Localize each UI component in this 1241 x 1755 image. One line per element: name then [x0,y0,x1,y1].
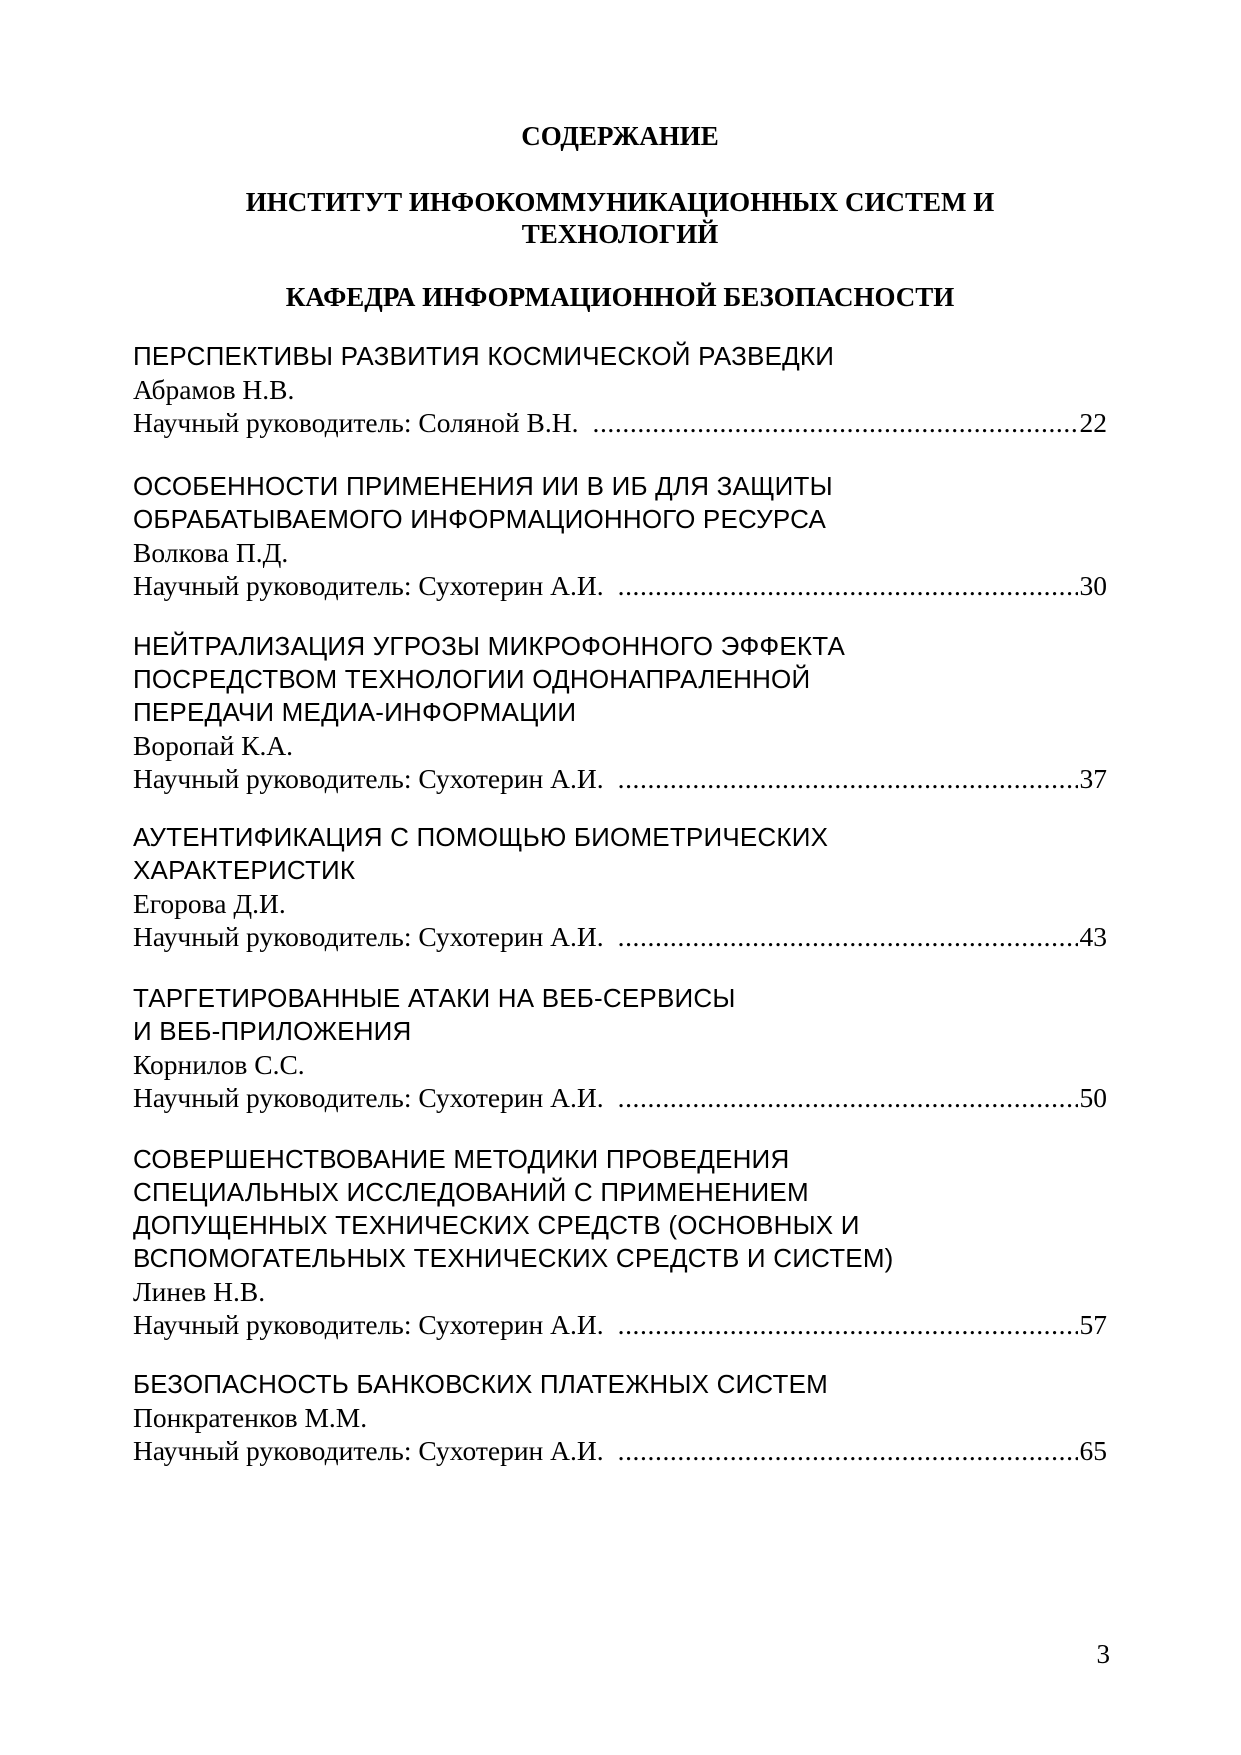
entry-title-line: ПЕРЕДАЧИ МЕДИА-ИНФОРМАЦИИ [133,697,577,727]
entry-author: Линев Н.В. [133,1276,266,1307]
toc-entry[interactable] [133,1143,1107,1341]
entry-page-number[interactable]: 43 [1079,921,1107,952]
entry-title-line: ТАРГЕТИРОВАННЫЕ АТАКИ НА ВЕБ-СЕРВИСЫ [133,983,736,1013]
entry-title-line: ВСПОМОГАТЕЛЬНЫХ ТЕХНИЧЕСКИХ СРЕДСТВ И СИСТЕМ) [133,1243,894,1273]
entry-title-line: БЕЗОПАСНОСТЬ БАНКОВСКИХ ПЛАТЕЖНЫХ СИСТЕМ [133,1369,829,1399]
entry-title-line: СПЕЦИАЛЬНЫХ ИССЛЕДОВАНИЙ С ПРИМЕНЕНИЕМ [133,1177,809,1207]
entry-title-line: ДОПУЩЕННЫХ ТЕХНИЧЕСКИХ СРЕДСТВ (ОСНОВНЫХ И [133,1210,860,1240]
entry-page-number[interactable]: 30 [1079,570,1107,601]
entry-supervisor: Научный руководитель: Сухотерин А.И. [133,1435,604,1466]
entry-page-number[interactable]: 50 [1079,1082,1107,1113]
entry-supervisor-line [133,762,1107,795]
dot-leader [618,1081,1078,1114]
entry-title-line: ХАРАКТЕРИСТИК [133,855,356,885]
entry-page-number[interactable]: 57 [1079,1309,1107,1340]
toc-entry[interactable] [133,1368,1107,1467]
toc-entry[interactable] [133,821,1107,953]
toc-entry[interactable] [133,340,1107,439]
entry-title-line: ОБРАБАТЫВАЕМОГО ИНФОРМАЦИОННОГО РЕСУРСА [133,504,827,534]
dot-leader [618,569,1078,602]
entry-author: Волкова П.Д. [133,537,289,568]
department-title [160,281,1080,313]
entry-author: Егорова Д.И. [133,888,286,919]
entry-author: Корнилов С.С. [133,1049,305,1080]
entry-page-number[interactable]: 22 [1079,407,1107,438]
entry-title-line: И ВЕБ-ПРИЛОЖЕНИЯ [133,1016,412,1046]
entry-author: Абрамов Н.В. [133,374,295,405]
dot-leader [618,762,1078,795]
entry-title-line: СОВЕРШЕНСТВОВАНИЕ МЕТОДИКИ ПРОВЕДЕНИЯ [133,1144,790,1174]
dot-leader [592,406,1077,439]
entry-supervisor-line [133,1308,1107,1341]
dot-leader [618,920,1078,953]
toc-entry[interactable] [133,470,1107,602]
entry-title-line: АУТЕНТИФИКАЦИЯ С ПОМОЩЬЮ БИОМЕТРИЧЕСКИХ [133,822,829,852]
entry-title-line: ОСОБЕННОСТИ ПРИМЕНЕНИЯ ИИ В ИБ ДЛЯ ЗАЩИТЫ [133,471,833,501]
department-title-text: КАФЕДРА ИНФОРМАЦИОННОЙ БЕЗОПАСНОСТИ [285,282,955,312]
contents-title-text: СОДЕРЖАНИЕ [521,121,719,151]
entry-supervisor: Научный руководитель: Сухотерин А.И. [133,570,604,601]
entry-page-number[interactable]: 65 [1079,1435,1107,1466]
entry-page-number[interactable]: 37 [1079,763,1107,794]
institute-title [160,186,1080,250]
entry-supervisor: Научный руководитель: Сухотерин А.И. [133,921,604,952]
entry-author: Воропай К.А. [133,730,294,761]
entry-title-line: ПОСРЕДСТВОМ ТЕХНОЛОГИИ ОДНОНАПРАЛЕННОЙ [133,664,811,694]
dot-leader [618,1308,1078,1341]
entry-supervisor-line [133,569,1107,602]
entry-supervisor: Научный руководитель: Сухотерин А.И. [133,763,604,794]
institute-title-line: ИНСТИТУТ ИНФОКОММУНИКАЦИОННЫХ СИСТЕМ И [245,187,995,217]
dot-leader [618,1434,1078,1467]
entry-supervisor: Научный руководитель: Сухотерин А.И. [133,1082,604,1113]
entry-supervisor-line [133,1081,1107,1114]
entry-supervisor-line [133,406,1107,439]
entry-supervisor: Научный руководитель: Соляной В.Н. [133,407,579,438]
contents-title [160,120,1080,152]
entry-supervisor-line [133,1434,1107,1467]
entry-supervisor-line [133,920,1107,953]
entry-title-line: ПЕРСПЕКТИВЫ РАЗВИТИЯ КОСМИЧЕСКОЙ РАЗВЕДКИ [133,341,835,371]
entry-author: Понкратенков М.М. [133,1402,368,1433]
institute-title-line: ТЕХНОЛОГИЙ [521,219,719,249]
entry-title-line: НЕЙТРАЛИЗАЦИЯ УГРОЗЫ МИКРОФОННОГО ЭФФЕКТА [133,631,846,661]
page-number: 3 [1096,1639,1110,1669]
entry-supervisor: Научный руководитель: Сухотерин А.И. [133,1309,604,1340]
toc-entry[interactable] [133,982,1107,1114]
toc-entry[interactable] [133,630,1107,795]
